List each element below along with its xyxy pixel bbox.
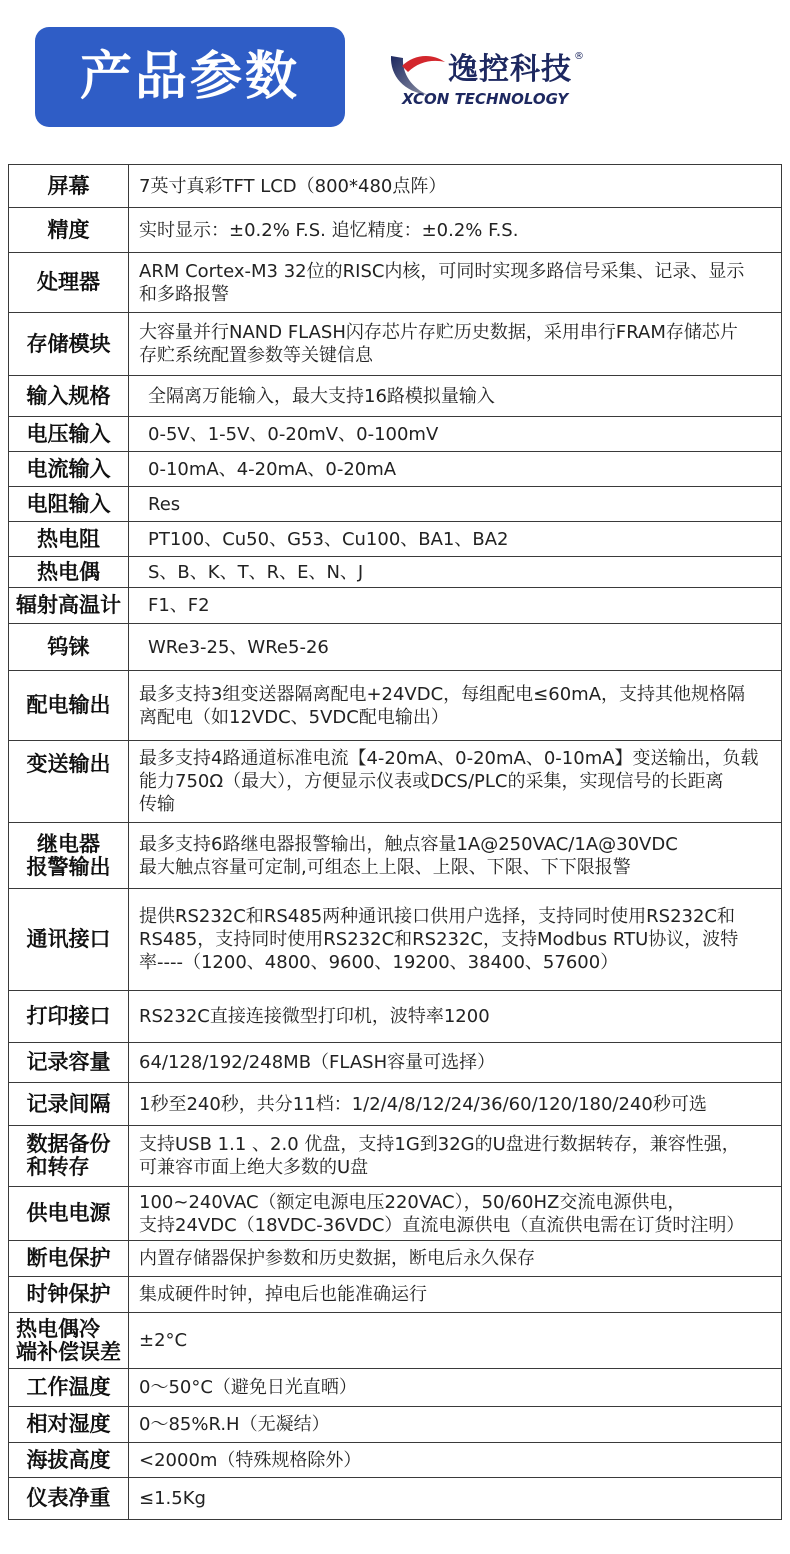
spec-value-line: 0-5V、1-5V、0-20mV、0-100mV [148,423,439,445]
spec-value [129,624,782,671]
spec-row-relay-alarm-output [9,823,782,889]
spec-row-altitude [9,1443,782,1478]
spec-value-line: 能力750Ω（最大），方便显示仪表或DCS/PLC的采集，实现信号的长距离 [139,771,724,792]
spec-row-rtd [9,522,782,557]
spec-label [9,1369,129,1407]
spec-label [9,522,129,557]
spec-label [9,588,129,624]
spec-label [9,1083,129,1126]
spec-value-line: S、B、K、T、R、E、N、J [148,561,364,583]
spec-label [9,417,129,452]
spec-label [9,1187,129,1241]
spec-label-line: 电压输入 [26,421,111,446]
spec-row-radiation-pyrometer [9,588,782,624]
spec-value [129,1313,782,1369]
spec-label-line: 记录间隔 [26,1091,111,1116]
spec-label [9,991,129,1043]
spec-label [9,487,129,522]
spec-label-line: 端补偿误差 [16,1339,121,1364]
spec-row-resistance-input [9,487,782,522]
spec-value-line: 内置存储器保护参数和历史数据，断电后永久保存 [139,1248,535,1269]
spec-value [129,522,782,557]
spec-label-line: 热电偶冷 [16,1316,100,1341]
spec-value-line: 64/128/192/248MB（FLASH容量可选择） [139,1052,496,1073]
spec-row-communication-interface [9,889,782,991]
spec-row-current-input [9,452,782,487]
spec-value-line: 大容量并行NAND FLASH闪存芯片存贮历史数据，采用串行FRAM存储芯片 [139,322,738,343]
spec-value-line: RS232C直接连接微型打印机，波特率1200 [139,1006,490,1027]
spec-label [9,1043,129,1083]
spec-label-line: 相对湿度 [26,1412,111,1436]
spec-value [129,991,782,1043]
spec-value [129,557,782,588]
spec-value-line: PT100、Cu50、G53、Cu100、BA1、BA2 [148,528,509,550]
spec-label [9,376,129,417]
spec-row-operating-temperature [9,1369,782,1407]
spec-value [129,417,782,452]
spec-row-power-failure-protection [9,1241,782,1277]
spec-row-power-supply [9,1187,782,1241]
page-title: 产品参数 [79,47,300,107]
spec-value [129,889,782,991]
spec-row-net-weight [9,1478,782,1520]
spec-row-storage-module [9,313,782,376]
spec-label-line: 热电偶 [37,559,100,584]
spec-row-data-backup-transfer [9,1126,782,1187]
spec-value [129,253,782,313]
spec-value-line: 最多支持4路通道标准电流【4-20mA、0-20mA、0-10mA】变送输出，负载 [139,748,759,769]
spec-value-line: ±2°C [139,1330,188,1351]
spec-value-line: ≤1.5Kg [139,1488,206,1509]
spec-value-line: 率----（1200、4800、9600、19200、38400、57600） [139,952,619,973]
spec-label-line: 报警输出 [26,854,111,879]
spec-label-line: 配电输出 [26,693,111,717]
spec-label [9,452,129,487]
spec-label [9,313,129,376]
spec-label-line: 通讯接口 [26,927,111,951]
spec-label [9,557,129,588]
spec-row-processor [9,253,782,313]
spec-value [129,1277,782,1313]
spec-label [9,741,129,823]
spec-value-line: 7英寸真彩TFT LCD（800*480点阵） [139,175,447,197]
spec-label [9,671,129,741]
spec-value [129,376,782,417]
spec-row-tungsten-rhenium [9,624,782,671]
spec-label-line: 打印接口 [26,1004,111,1028]
spec-value [129,1083,782,1126]
spec-label [9,1313,129,1369]
spec-value [129,823,782,889]
spec-row-input-spec [9,376,782,417]
spec-label-line: 仪表净重 [26,1486,111,1510]
spec-value-line: 集成硬件时钟，掉电后也能准确运行 [139,1284,427,1305]
spec-value-line: 0～85%R.H（无凝结） [139,1414,330,1435]
spec-value [129,1043,782,1083]
spec-row-transmission-output [9,741,782,823]
spec-label [9,1407,129,1443]
spec-label [9,1478,129,1520]
spec-row-relative-humidity [9,1407,782,1443]
spec-value [129,1241,782,1277]
spec-value-line: WRe3-25、WRe5-26 [148,636,329,658]
spec-row-cold-junction-compensation-error [9,1313,782,1369]
spec-row-clock-protection [9,1277,782,1313]
spec-label [9,253,129,313]
spec-value-line: RS485，支持同时使用RS232C和RS232C，支持Modbus RTU协议，波特 [139,929,739,950]
spec-value-line: 全隔离万能输入，最大支持16路模拟量输入 [148,385,495,407]
spec-label-line: 变送输出 [26,752,111,776]
spec-value-line: 0～50°C（避免日光直晒） [139,1377,357,1398]
spec-value [129,1187,782,1241]
spec-value [129,165,782,208]
spec-label-line: 断电保护 [26,1246,111,1270]
spec-value-line: 传输 [139,794,175,815]
spec-value-line: Res [148,493,181,515]
spec-label-line: 数据备份 [26,1132,111,1156]
spec-label-line: 供电电源 [26,1201,111,1225]
spec-row-thermocouple [9,557,782,588]
spec-label-line: 记录容量 [26,1050,111,1074]
spec-value [129,1407,782,1443]
spec-value [129,588,782,624]
spec-value-line: 最多支持6路继电器报警输出，触点容量1A@250VAC/1A@30VDC [139,833,678,855]
spec-label-line: 和转存 [26,1155,90,1179]
spec-value-line: 支持24VDC（18VDC-36VDC）直流电源供电（直流供电需在订货时注明） [139,1214,745,1236]
spec-value [129,671,782,741]
spec-label [9,624,129,671]
spec-value-line: 最大触点容量可定制,可组态上上限、上限、下限、下下限报警 [139,856,631,878]
spec-label [9,1443,129,1478]
spec-value-line: 可兼容市面上绝大多数的U盘 [139,1157,369,1178]
spec-value [129,487,782,522]
spec-value-line: 实时显示：±0.2% F.S. 追忆精度：±0.2% F.S. [139,219,519,241]
spec-label-line: 辐射高温计 [16,593,121,617]
spec-row-record-interval [9,1083,782,1126]
spec-label [9,165,129,208]
spec-value [129,313,782,376]
spec-value [129,1443,782,1478]
registered-mark: ® [574,51,584,62]
spec-value-line: 1秒至240秒，共分11档：1/2/4/8/12/24/36/60/120/180/240秒可选 [139,1093,707,1115]
spec-label-line: 海拔高度 [26,1447,111,1472]
spec-label [9,1277,129,1313]
spec-value [129,452,782,487]
spec-value-line: ARM Cortex-M3 32位的RISC内核，可同时实现多路信号采集、记录、显示 [139,260,745,282]
spec-value [129,1126,782,1187]
spec-row-print-interface [9,991,782,1043]
spec-label-line: 工作温度 [26,1375,111,1399]
spec-value [129,1369,782,1407]
spec-value [129,1478,782,1520]
brand-logo [388,48,588,112]
spec-label [9,823,129,889]
spec-label-line: 屏幕 [47,173,90,198]
spec-value-line: 提供RS232C和RS485两种通讯接口供用户选择，支持同时使用RS232C和 [139,906,736,927]
spec-row-screen [9,165,782,208]
spec-row-accuracy [9,208,782,253]
spec-label [9,889,129,991]
spec-row-voltage-input [9,417,782,452]
spec-label [9,208,129,253]
spec-label-line: 精度 [47,217,90,242]
spec-label-line: 电阻输入 [26,491,111,516]
title-banner [35,27,345,127]
spec-label-line: 时钟保护 [26,1282,111,1306]
spec-label-line: 继电器 [37,831,100,856]
spec-row-power-distribution-output [9,671,782,741]
spec-label-line: 处理器 [37,270,100,294]
spec-value-line: <2000m（特殊规格除外） [139,1449,362,1471]
spec-value [129,741,782,823]
brand-name-en: XCON TECHNOLOGY [402,90,569,108]
spec-label-line: 电流输入 [26,456,111,481]
spec-value-line: 0-10mA、4-20mA、0-20mA [148,458,397,480]
spec-row-record-capacity [9,1043,782,1083]
spec-table [8,164,782,1520]
spec-value-line: 支持USB 1.1 、2.0 优盘，支持1G到32G的U盘进行数据转存，兼容性强， [139,1134,740,1155]
spec-label [9,1241,129,1277]
brand-name-cn: 逸控科技 [448,52,572,87]
spec-label-line: 输入规格 [26,383,111,408]
spec-value-line: 100~240VAC（额定电源电压220VAC），50/60HZ交流电源供电， [139,1191,686,1213]
spec-label-line: 存储模块 [26,331,111,356]
spec-value-line: 最多支持3组变送器隔离配电+24VDC，每组配电≤60mA，支持其他规格隔 [139,683,746,705]
spec-value-line: 存贮系统配置参数等关键信息 [139,345,373,366]
spec-value [129,208,782,253]
spec-value-line: 离配电（如12VDC、5VDC配电输出） [139,706,449,728]
spec-label-line: 热电阻 [37,526,100,551]
spec-label-line: 钨铼 [47,634,90,659]
spec-label [9,1126,129,1187]
spec-value-line: F1、F2 [148,595,210,616]
spec-value-line: 和多路报警 [139,283,229,305]
